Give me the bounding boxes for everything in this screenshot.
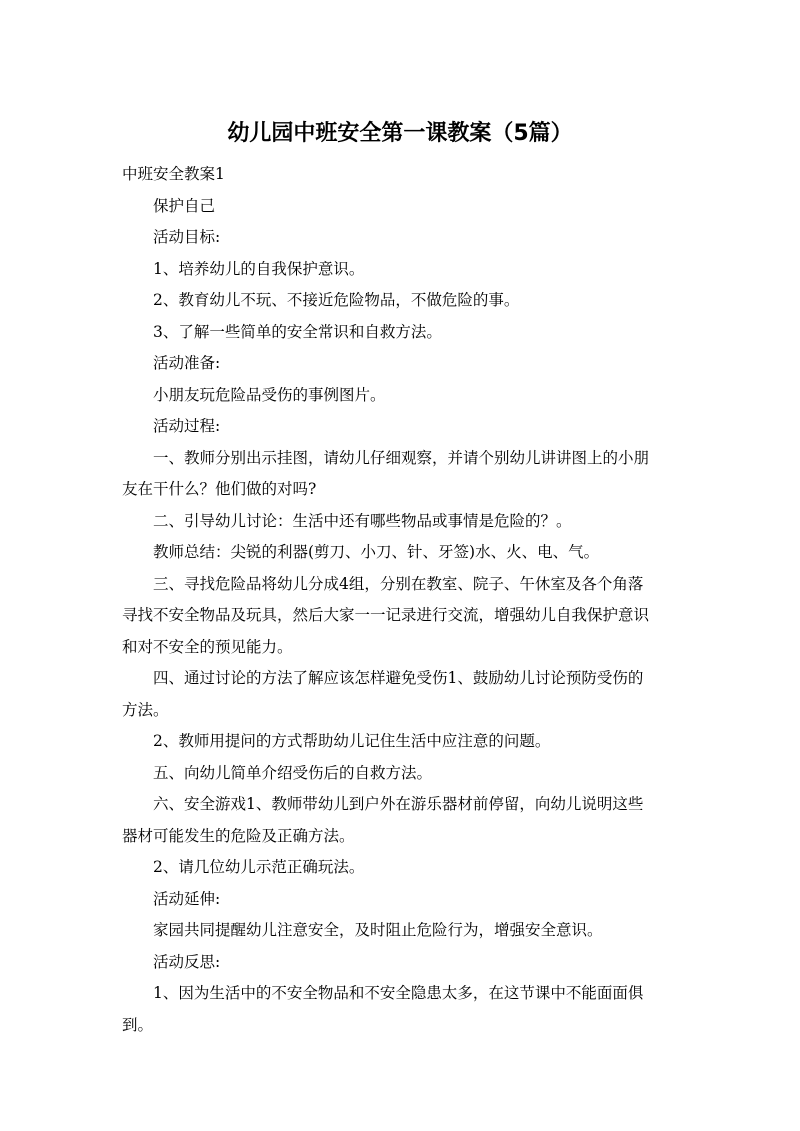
paragraph-line: 五、向幼儿简单介绍受伤后的自救方法。 (153, 763, 433, 782)
document-body (122, 159, 674, 1041)
paragraph-line: 到。 (122, 1015, 154, 1034)
paragraph-line: 一、教师分别出示挂图，请幼儿仔细观察，并请个别幼儿讲讲图上的小朋 (153, 448, 650, 467)
paragraph-line: 活动延伸: (153, 889, 221, 908)
paragraph-line: 寻找不安全物品及玩具，然后大家一一记录进行交流，增强幼儿自我保护意识 (122, 606, 650, 624)
document-title: 幼儿园中班安全第一课教案（5篇） (227, 121, 573, 146)
paragraph-line: 友在干什么？他们做的对吗? (122, 480, 317, 498)
paragraph-line: 活动准备: (153, 354, 221, 372)
paragraph-line: 活动目标: (153, 228, 221, 246)
paragraph-line: 活动过程: (153, 417, 221, 435)
paragraph-line: 2、请几位幼儿示范正确玩法。 (153, 858, 365, 876)
paragraph-line: 2、教育幼儿不玩、不接近危险物品，不做危险的事。 (153, 291, 520, 309)
paragraph-line: 六、安全游戏1、教师带幼儿到户外在游乐器材前停留，向幼儿说明这些 (153, 795, 644, 813)
paragraph-line: 教师总结：尖锐的利器(剪刀、小刀、针、牙签)水、火、电、气。 (153, 543, 600, 561)
paragraph-line: 保护自己 (153, 196, 216, 215)
paragraph-line: 家园共同提醒幼儿注意安全，及时阻止危险行为，增强安全意识。 (153, 921, 603, 939)
paragraph-line: 2、教师用提问的方式帮助幼儿记住生活中应注意的问题。 (153, 732, 551, 750)
paragraph-line: 四、通过讨论的方法了解应该怎样避免受伤1、鼓励幼儿讨论预防受伤的 (153, 669, 644, 687)
paragraph-line: 和对不安全的预见能力。 (122, 637, 293, 656)
paragraph-line: 三、寻找危险品将幼儿分成4组，分别在教室、院子、午休室及各个角落 (153, 574, 644, 593)
paragraph-line: 活动反思: (153, 952, 221, 971)
paragraph-line: 小朋友玩危险品受伤的事例图片。 (153, 385, 386, 404)
paragraph-line: 1、培养幼儿的自我保护意识。 (153, 259, 365, 278)
paragraph-line: 器材可能发生的危险及正确方法。 (122, 826, 355, 845)
paragraph-line: 二、引导幼儿讨论：生活中还有哪些物品或事情是危险的？。 (153, 511, 572, 530)
paragraph-line: 中班安全教案1 (122, 165, 225, 183)
paragraph-line: 1、因为生活中的不安全物品和不安全隐患太多，在这节课中不能面面俱 (153, 984, 644, 1002)
paragraph-line: 方法。 (122, 700, 169, 719)
paragraph-line: 3、了解一些简单的安全常识和自救方法。 (153, 322, 442, 341)
